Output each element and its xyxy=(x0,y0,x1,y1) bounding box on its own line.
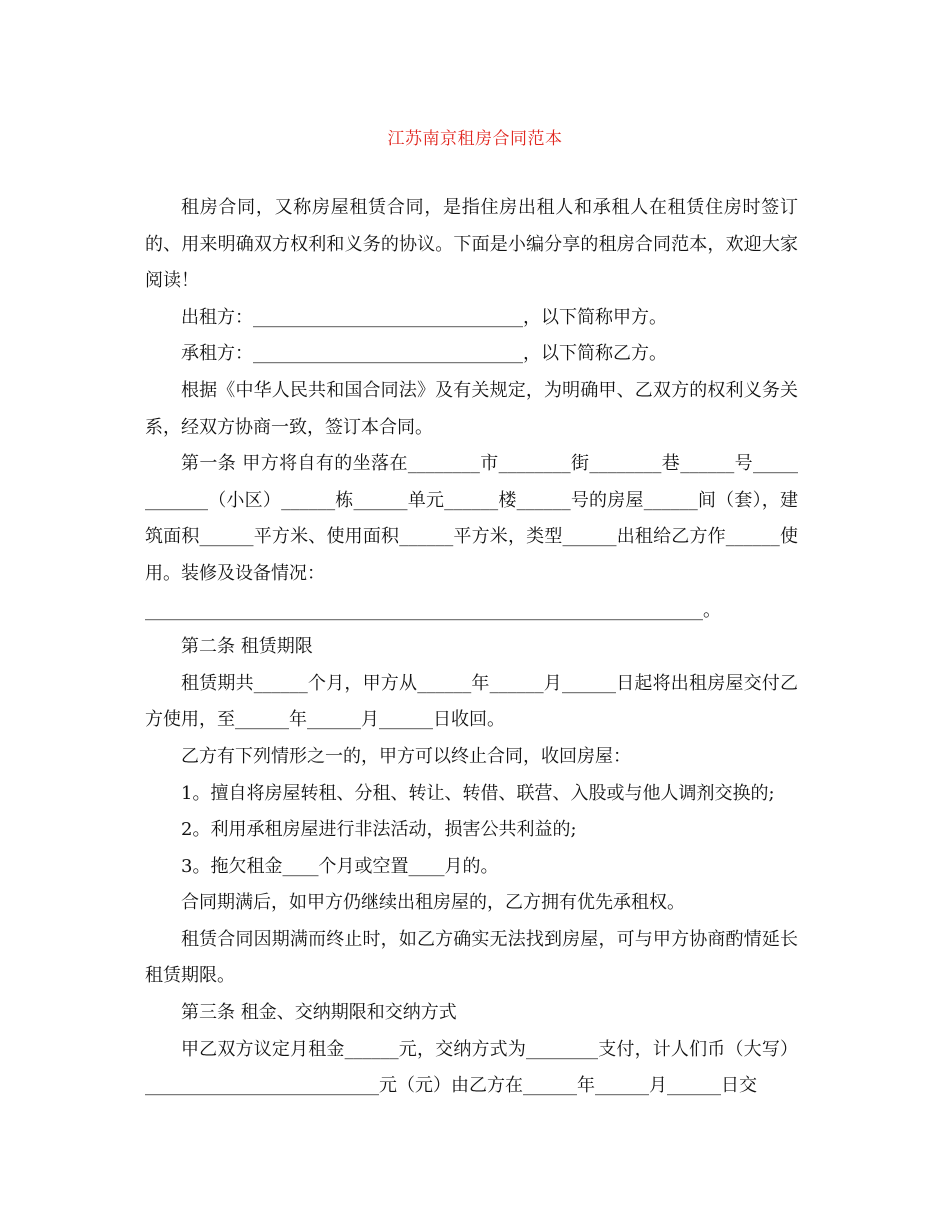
decoration-blank-line: ______________________________________________________________。 xyxy=(145,599,721,621)
document-body xyxy=(145,190,798,1105)
extension-paragraph: 租赁合同因期满而终止时，如乙方确实无法找到房屋，可与甲方协商酌情延长租赁期限。 xyxy=(145,928,798,987)
termination-item-3: 3。拖欠租金____个月或空置____月的。 xyxy=(181,855,499,877)
lease-term-paragraph: 租赁期共______个月，甲方从______年______月______日起将出租房屋交付乙方使用，至______年______月______日收回。 xyxy=(145,672,798,731)
lessee-line: 承租方：______________________________，以下简称乙方。 xyxy=(181,343,667,365)
article-2-heading: 第二条 租赁期限 xyxy=(181,636,313,658)
termination-item-2: 2。利用承租房屋进行非法活动，损害公共利益的; xyxy=(181,819,577,841)
termination-item-1: 1。擅自将房屋转租、分租、转让、转借、联营、入股或与他人调剂交换的; xyxy=(181,782,775,804)
lessor-line: 出租方：______________________________，以下简称甲方。 xyxy=(181,306,667,328)
intro-paragraph: 租房合同，又称房屋租赁合同，是指住房出租人和承租人在租赁住房时签订的、用来明确双方权利和义务的协议。下面是小编分享的租房合同范本，欢迎大家阅读！ xyxy=(145,197,798,292)
termination-intro: 乙方有下列情形之一的，甲方可以终止合同，收回房屋： xyxy=(181,745,631,767)
article-1-paragraph: 第一条 甲方将自有的坐落在________市________街________巷______号____________（小区）______栋______单元______楼______号的房屋______间（套），建筑面积______平方米、使用面积______平方米，类型______出租给乙方作______使用。装修及设备情况： xyxy=(145,453,798,584)
rent-paragraph: 甲乙双方议定月租金______元，交纳方式为________支付，计人们币（大写）__________________________元（元）由乙方在______年______月______日交 xyxy=(145,1038,798,1097)
document-title: 江苏南京租房合同范本 xyxy=(387,129,563,149)
priority-lease-paragraph: 合同期满后，如甲方仍继续出租房屋的，乙方拥有优先承租权。 xyxy=(181,892,685,914)
article-3-heading: 第三条 租金、交纳期限和交纳方式 xyxy=(181,1002,457,1024)
legal-basis-paragraph: 根据《中华人民共和国合同法》及有关规定，为明确甲、乙双方的权利义务关系，经双方协商一致，签订本合同。 xyxy=(145,379,798,438)
